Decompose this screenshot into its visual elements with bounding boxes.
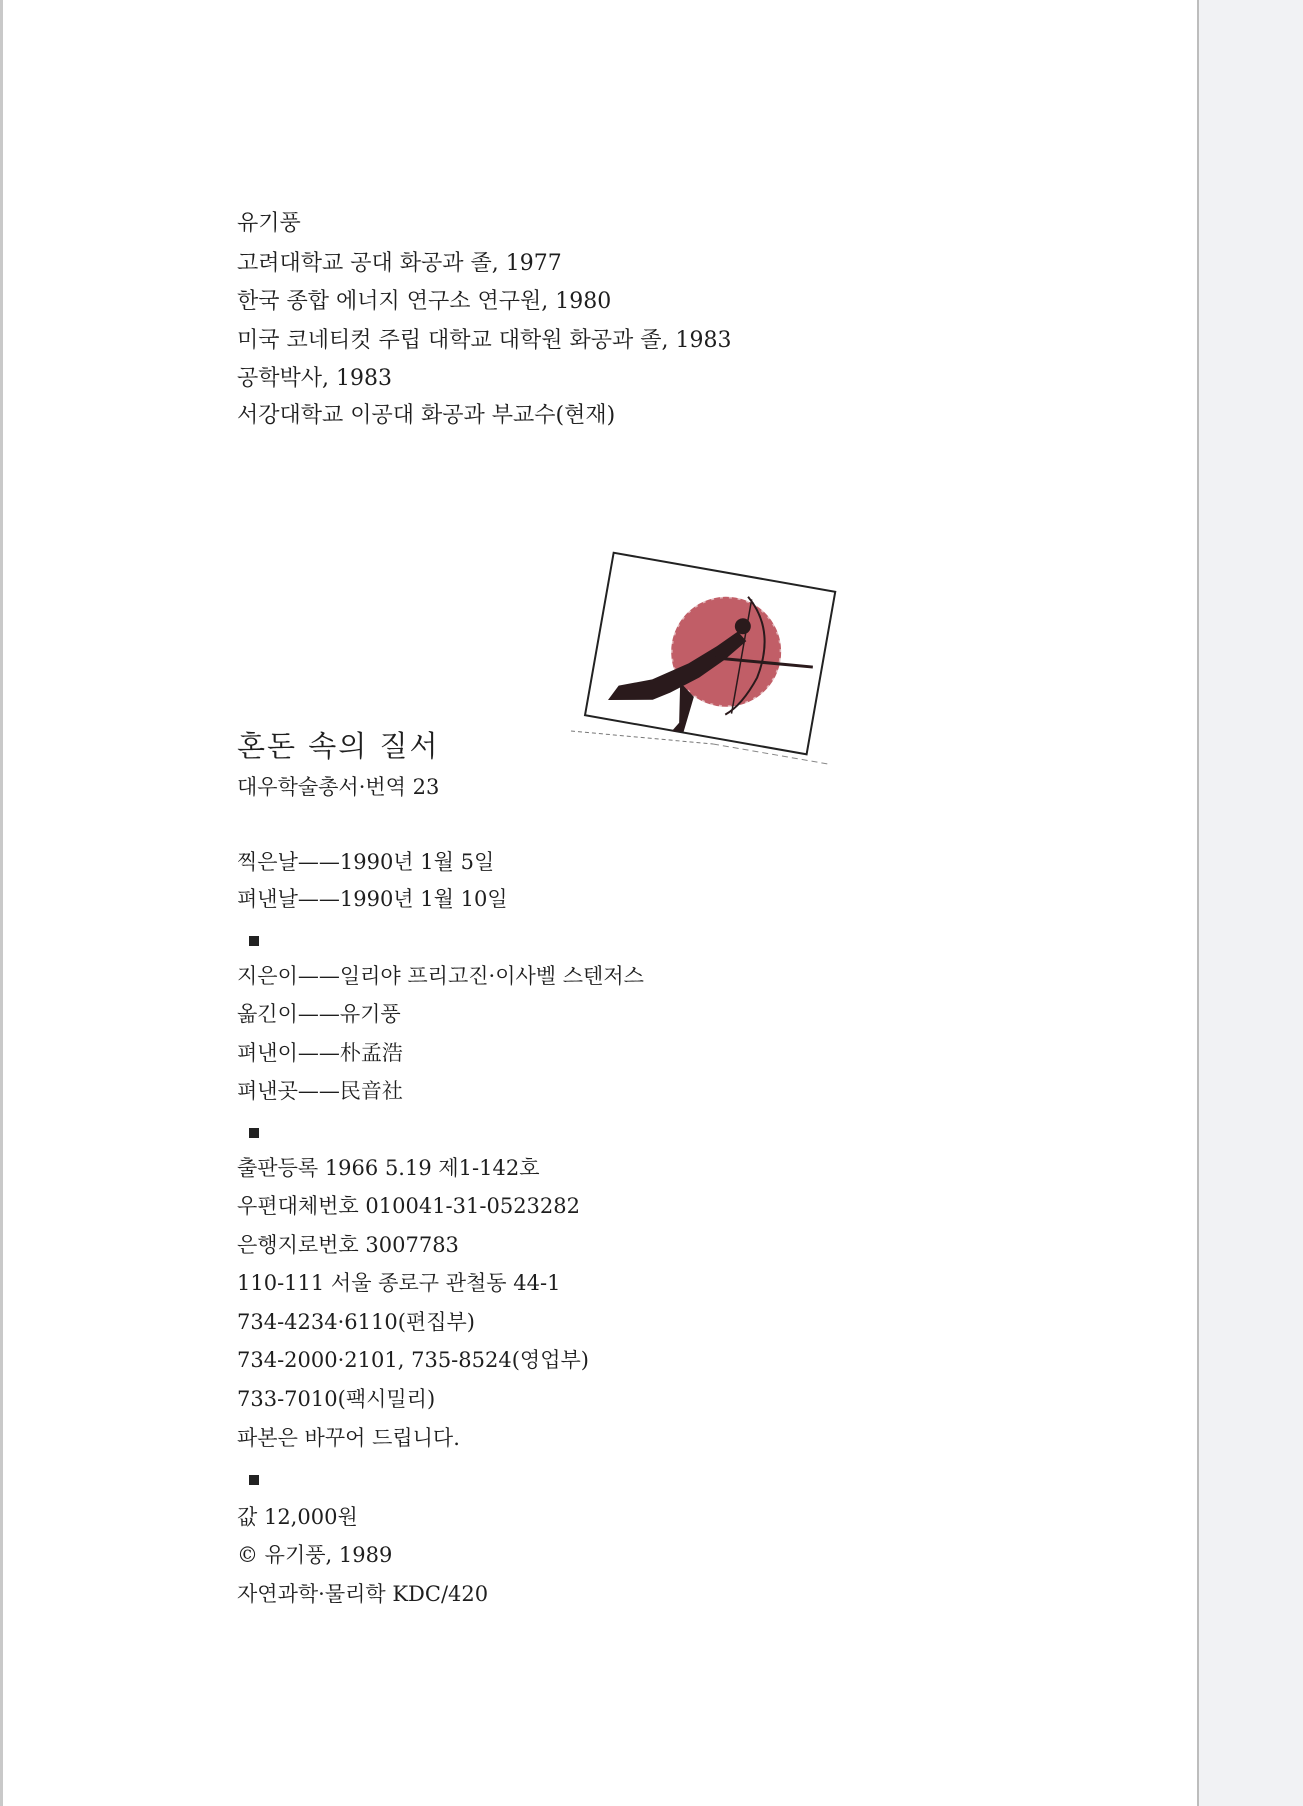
- publish-date: 펴낸날——1990년 1월 10일: [237, 887, 508, 911]
- registration-line: 출판등록 1966 5.19 제1-142호: [237, 1156, 540, 1180]
- copyright-line: © 유기풍, 1989: [237, 1543, 393, 1567]
- series-info: 대우학술총서·번역 23: [237, 775, 440, 799]
- classification-line: 자연과학·물리학 KDC/420: [237, 1582, 489, 1606]
- editorial-phone-line: 734-4234·6110(편집부): [237, 1310, 475, 1334]
- section-marker: [249, 1475, 259, 1485]
- bio-line: 고려대학교 공대 화공과 졸, 1977: [237, 251, 562, 276]
- fax-line: 733-7010(팩시밀리): [237, 1387, 436, 1411]
- notice-line: 파본은 바꾸어 드립니다.: [237, 1426, 460, 1450]
- translator-name: 유기풍: [237, 211, 301, 236]
- print-date: 찍은날——1990년 1월 5일: [237, 850, 495, 874]
- postal-account-line: 우편대체번호 010041-31-0523282: [237, 1194, 580, 1218]
- bio-line: 공학박사, 1983: [237, 366, 392, 391]
- publisher-house-line: 펴낸곳——民音社: [237, 1079, 403, 1103]
- giro-line: 은행지로번호 3007783: [237, 1233, 459, 1257]
- authors-line: 지은이——일리야 프리고진·이사벨 스텐저스: [237, 964, 644, 988]
- price-line: 값 12,000원: [237, 1505, 358, 1529]
- sales-phone-line: 734-2000·2101, 735-8524(영업부): [237, 1348, 589, 1372]
- translator-line: 옮긴이——유기풍: [237, 1002, 401, 1026]
- bio-line: 한국 종합 에너지 연구소 연구원, 1980: [237, 289, 612, 314]
- publisher-logo-icon: [563, 548, 843, 798]
- address-line: 110-111 서울 종로구 관철동 44-1: [237, 1271, 561, 1295]
- section-marker: [249, 936, 259, 946]
- bio-line: 미국 코네티컷 주립 대학교 대학원 화공과 졸, 1983: [237, 328, 732, 353]
- publisher-person-line: 펴낸이——朴孟浩: [237, 1041, 403, 1065]
- book-title: 혼돈 속의 질서: [237, 729, 440, 763]
- bio-line: 서강대학교 이공대 화공과 부교수(현재): [237, 403, 616, 428]
- section-marker: [249, 1128, 259, 1138]
